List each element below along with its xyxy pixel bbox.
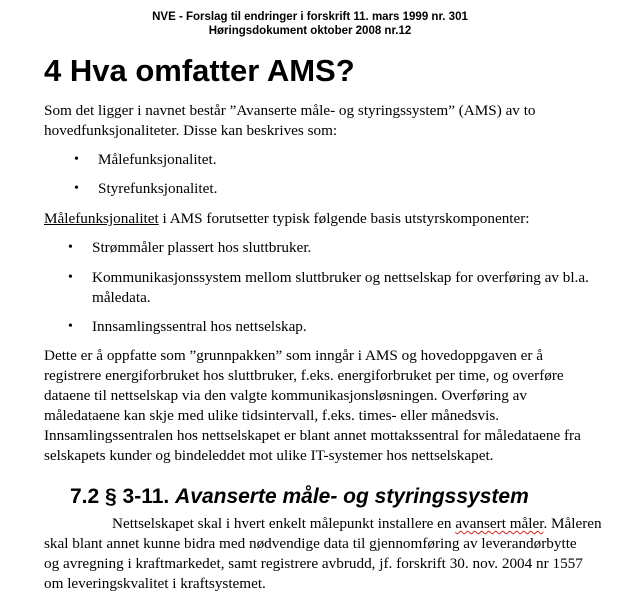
list-item-text: Styrefunksjonalitet. (98, 180, 218, 197)
list-item-line: måledata. (92, 289, 151, 306)
components-paragraph (44, 209, 604, 229)
intro-line-2: hovedfunksjonaliteter. Disse kan beskrives som: (44, 122, 338, 139)
paragraph-line: selskapets kunder og bindeleddet mot ulike IT-systemer hos nettselskapet. (44, 447, 494, 464)
bullet-icon: • (68, 270, 73, 285)
underlined-term: Målefunksjonalitet (44, 210, 159, 227)
paragraph-text: Nettselskapet skal i hvert enkelt målepunkt installere en (112, 515, 456, 532)
bullet-icon: • (68, 240, 73, 255)
section-title: Avanserte måle- og styringssystem (175, 485, 529, 508)
header-line-2: Høringsdokument oktober 2008 nr.12 (208, 25, 412, 37)
grunnpakken-paragraph (44, 346, 604, 466)
paragraph-line: og avregning i kraftmarkedet, samt registrere avbrudd, jf. forskrift 30. nov. 2004 nr 1557 (44, 555, 583, 572)
header-line-1: NVE - Forslag til endringer i forskrift 11. mars 1999 nr. 301 (152, 11, 468, 23)
paragraph-text: . Måleren (543, 515, 602, 532)
bullet-icon: • (74, 181, 79, 196)
page-header (0, 10, 620, 38)
intro-paragraph (44, 101, 604, 141)
paragraph-line: Dette er å oppfatte som ”grunnpakken” som inngår i AMS og hovedoppgaven er å (44, 347, 543, 364)
bullet-icon: • (68, 319, 73, 334)
list-item-text: Innsamlingssentral hos nettselskap. (92, 318, 307, 335)
spellcheck-marked-term: avansert måler (455, 515, 544, 532)
paragraph-line: Innsamlingssentralen hos nettselskapet er blant annet mottakssentral for måledataene fra (44, 427, 581, 444)
paragraph-line (44, 514, 604, 534)
paragraph-line: om leveringskvalitet i kraftsystemet. (44, 575, 266, 592)
list-item-line: Kommunikasjonssystem mellom sluttbruker og nettselskap for overføring av bl.a. (92, 269, 589, 286)
list-item-text: Målefunksjonalitet. (98, 151, 217, 168)
paragraph-line: registrere energiforbruket hos sluttbruker, f.eks. energiforbruket per time, og overføre (44, 367, 564, 384)
section-number: 7.2 § 3-11. (70, 485, 170, 508)
paragraph-line: måledataene kan skje med ulike tidsintervall, f.eks. times- eller månedsvis. (44, 407, 500, 424)
list-item-text: Strømmåler plassert hos sluttbruker. (92, 239, 312, 256)
bullet-icon: • (74, 152, 79, 167)
list-item-text (92, 268, 612, 308)
section-7-2-heading (70, 484, 529, 510)
section-7-2-paragraph (44, 514, 604, 594)
intro-line-1: Som det ligger i navnet består ”Avanserte måle- og styringssystem” (AMS) av to (44, 102, 536, 119)
paragraph-line: dataene til nettselskap via den valgte kommunikasjonsløsningen. Overføring av (44, 387, 527, 404)
components-intro-text: i AMS forutsetter typisk følgende basis utstyrskomponenter: (158, 210, 530, 227)
section-4-heading: 4 Hva omfatter AMS? (44, 53, 355, 88)
paragraph-line: skal blant annet kunne bidra med nødvendige data til gjennomføring av leverandørbytte (44, 535, 577, 552)
